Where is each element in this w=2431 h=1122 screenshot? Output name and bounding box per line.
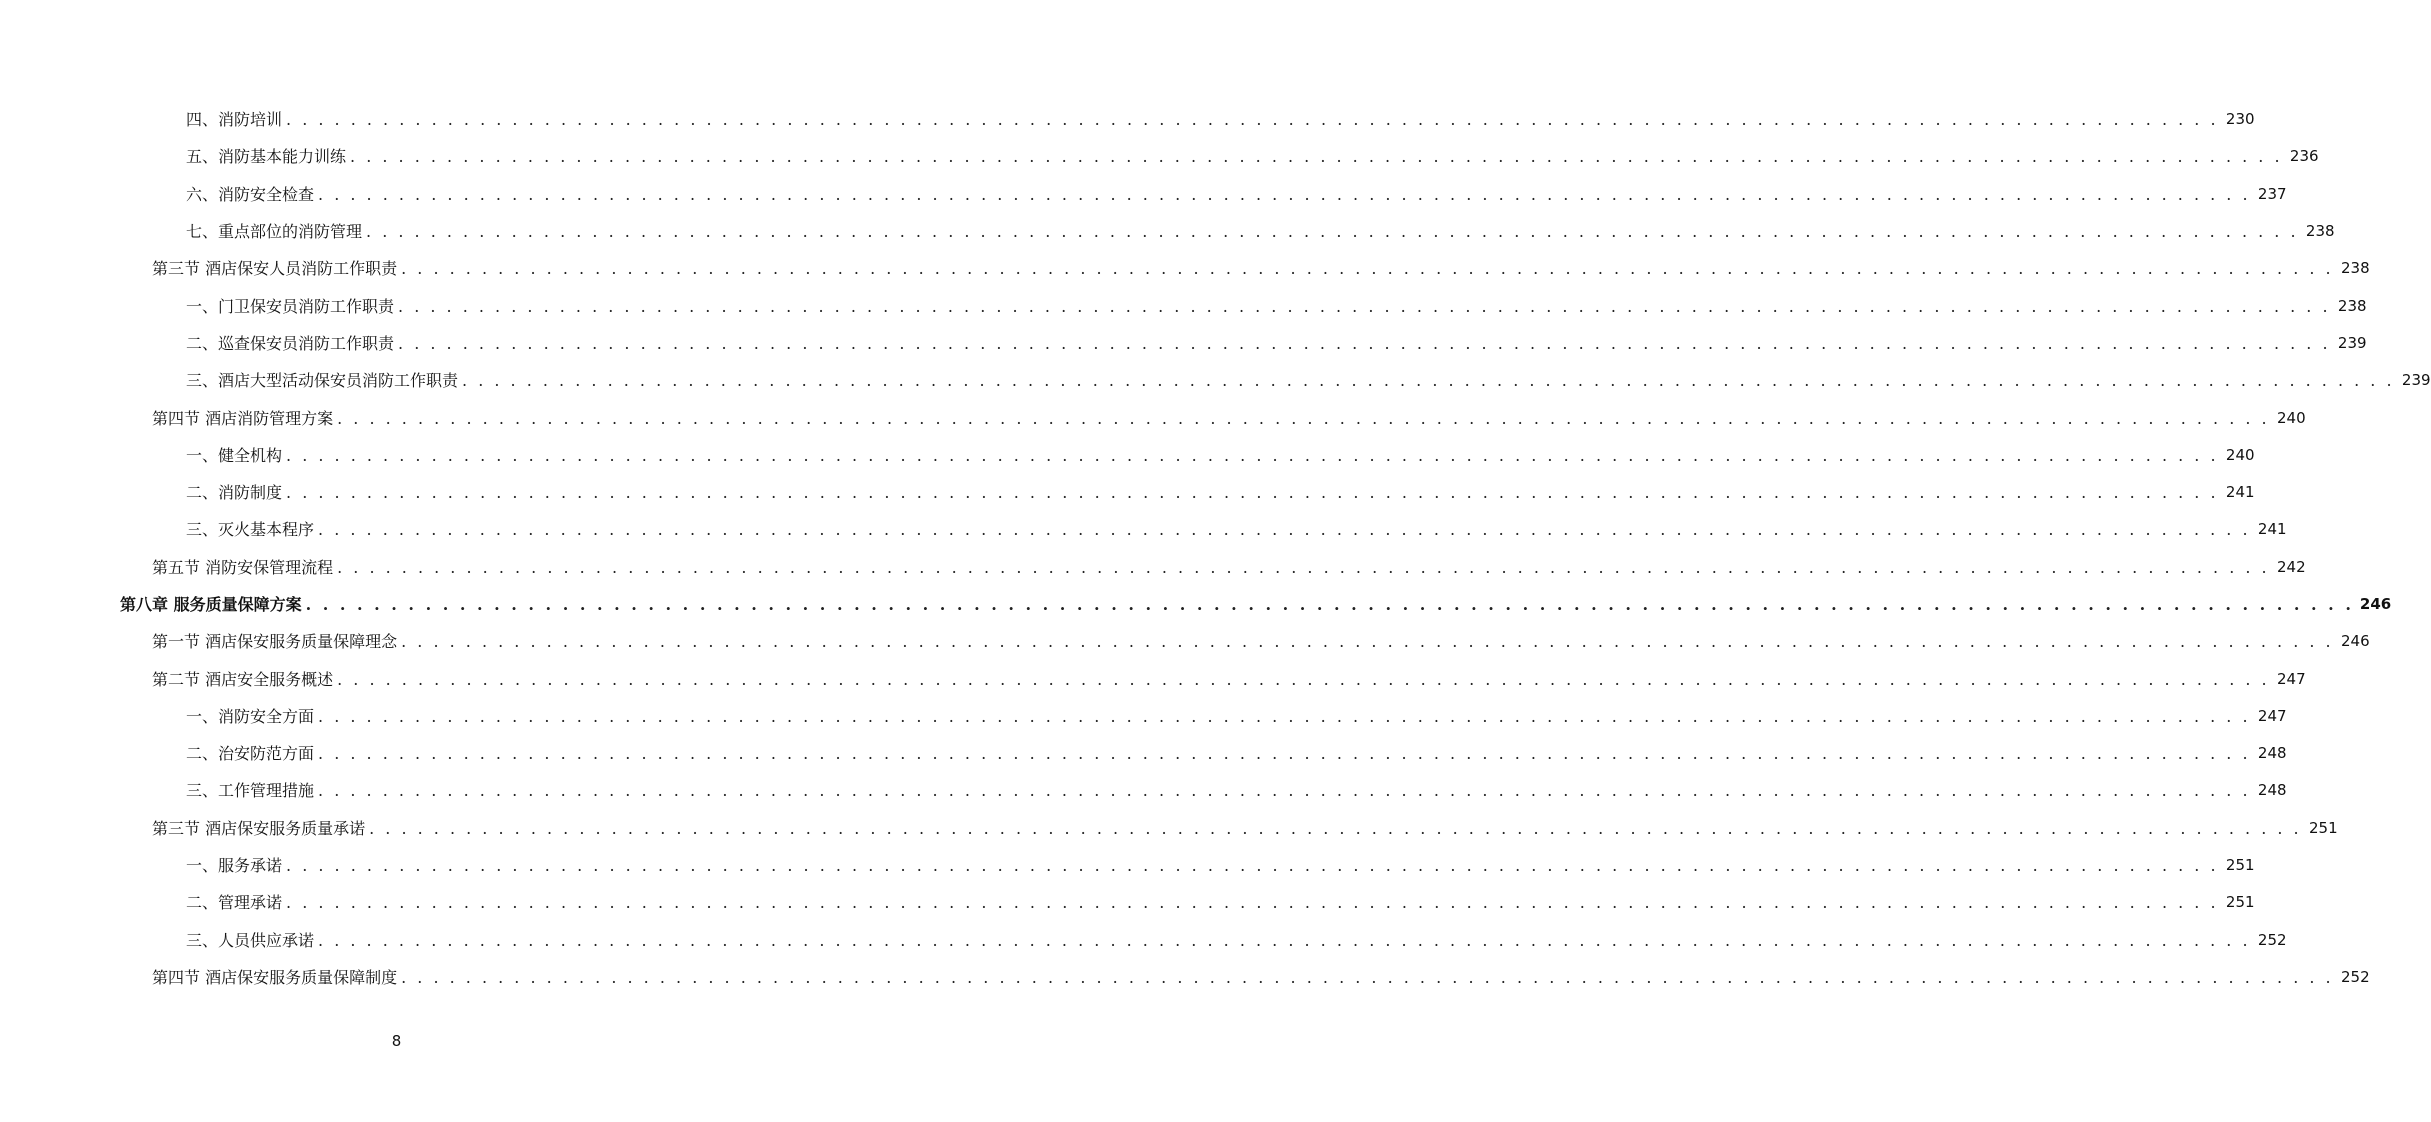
toc-entry-title: 第三节 酒店保安服务质量承诺 [152, 818, 366, 838]
toc-dot-leader: . . . . . . . . . . . . . . . . . . . . . . . . . . . . . . . . . . . . . . . . . . . . . . . . . . . . . . . . . . . . . . . . . . . . . . . . . . . . . . . . . . . . . . . . . . . . . . . . . . . . . . . . . . . . . . . . . . . . . . . . [286, 856, 2219, 876]
page-number: 8 [391, 1032, 402, 1050]
toc-subsection-entry[interactable] [0, 847, 2255, 884]
toc-entry-title: 三、灭火基本程序 [186, 520, 315, 540]
toc-section-entry[interactable] [0, 549, 2306, 586]
toc-section-entry[interactable] [0, 810, 2338, 847]
toc-entry-page: 248 [2257, 781, 2287, 800]
toc-subsection-entry[interactable] [0, 287, 2367, 324]
toc-entry-title: 二、管理承诺 [186, 893, 283, 913]
toc-chapter-entry[interactable] [0, 586, 2392, 623]
toc-entry-title: 五、消防基本能力训练 [186, 147, 347, 167]
toc-entry-title: 二、巡查保安员消防工作职责 [186, 333, 395, 353]
toc-entry-title: 三、工作管理措施 [186, 781, 315, 801]
toc-dot-leader: . . . . . . . . . . . . . . . . . . . . . . . . . . . . . . . . . . . . . . . . . . . . . . . . . . . . . . . . . . . . . . . . . . . . . . . . . . . . . . . . . . . . . . . . . . . . . . . . . . . . . . . . . . . . . . . . . . . . . . . . [286, 445, 2219, 465]
toc-entry-title: 六、消防安全检查 [186, 184, 315, 204]
toc-entry-title: 第八章 服务质量保障方案 [120, 595, 302, 614]
toc-entry-page: 236 [2289, 147, 2319, 166]
toc-entry-title: 第三节 酒店保安人员消防工作职责 [152, 259, 398, 279]
toc-section-entry[interactable] [0, 399, 2306, 436]
toc-subsection-entry[interactable] [0, 735, 2287, 772]
toc-entry-page: 251 [2309, 818, 2338, 837]
toc-subsection-entry[interactable] [0, 138, 2319, 175]
toc-entry-page: 248 [2257, 744, 2287, 763]
toc-dot-leader: . . . . . . . . . . . . . . . . . . . . . . . . . . . . . . . . . . . . . . . . . . . . . . . . . . . . . . . . . . . . . . . . . . . . . . . . . . . . . . . . . . . . . . . . . . . . . . . . . . . . . . . . . . . . . . . . . . . . . . . . [398, 296, 2331, 316]
toc-entry-page: 238 [2305, 222, 2335, 241]
toc-section-entry[interactable] [0, 250, 2370, 287]
toc-entry-page: 240 [2277, 408, 2306, 427]
toc-subsection-entry[interactable] [0, 511, 2287, 548]
toc-entry-title: 一、门卫保安员消防工作职责 [186, 296, 395, 316]
toc-section-entry[interactable] [0, 623, 2370, 660]
toc-entry-page: 238 [2337, 296, 2367, 315]
toc-dot-leader: . . . . . . . . . . . . . . . . . . . . . . . . . . . . . . . . . . . . . . . . . . . . . . . . . . . . . . . . . . . . . . . . . . . . . . . . . . . . . . . . . . . . . . . . . . . . . . . . . . . . . . . . . . . . . . . . . . . . . . . . [286, 893, 2219, 913]
toc-entry-title: 一、服务承诺 [186, 856, 283, 876]
toc-entry-page: 247 [2257, 706, 2287, 725]
toc-dot-leader: . . . . . . . . . . . . . . . . . . . . . . . . . . . . . . . . . . . . . . . . . . . . . . . . . . . . . . . . . . . . . . . . . . . . . . . . . . . . . . . . . . . . . . . . . . . . . . . . . . . . . . . . . . . . . . . . . . . . . . . . [286, 483, 2219, 503]
toc-dot-leader: . . . . . . . . . . . . . . . . . . . . . . . . . . . . . . . . . . . . . . . . . . . . . . . . . . . . . . . . . . . . . . . . . . . . . . . . . . . . . . . . . . . . . . . . . . . . . . . . . . . . . . . . . . . . . . . . . . . . . . . . [366, 222, 2299, 242]
toc-dot-leader: . . . . . . . . . . . . . . . . . . . . . . . . . . . . . . . . . . . . . . . . . . . . . . . . . . . . . . . . . . . . . . . . . . . . . . . . . . . . . . . . . . . . . . . . . . . . . . . . . . . . . . . . . . . . . . . . . . . . . . . . [369, 818, 2302, 838]
toc-entry-page: 230 [2225, 110, 2255, 129]
toc-entry-title: 二、治安防范方面 [186, 744, 315, 764]
toc-entry-title: 二、消防制度 [186, 483, 283, 503]
toc-dot-leader: . . . . . . . . . . . . . . . . . . . . . . . . . . . . . . . . . . . . . . . . . . . . . . . . . . . . . . . . . . . . . . . . . . . . . . . . . . . . . . . . . . . . . . . . . . . . . . . . . . . . . . . . . . . . . . . . . . . . . . . . [462, 371, 2395, 391]
toc-section-entry[interactable] [0, 959, 2370, 996]
toc-subsection-entry[interactable] [0, 698, 2287, 735]
table-of-contents [0, 101, 2431, 996]
toc-entry-page: 246 [2359, 595, 2392, 613]
toc-subsection-entry[interactable] [0, 362, 2431, 399]
toc-dot-leader: . . . . . . . . . . . . . . . . . . . . . . . . . . . . . . . . . . . . . . . . . . . . . . . . . . . . . . . . . . . . . . . . . . . . . . . . . . . . . . . . . . . . . . . . . . . . . . . . . . . . . . . . . . . . . . . . . . . . . . . . [318, 184, 2251, 204]
toc-entry-title: 三、人员供应承诺 [186, 930, 315, 950]
toc-subsection-entry[interactable] [0, 101, 2255, 138]
toc-entry-page: 241 [2225, 483, 2255, 502]
toc-subsection-entry[interactable] [0, 176, 2287, 213]
toc-entry-page: 252 [2257, 930, 2287, 949]
toc-dot-leader: . . . . . . . . . . . . . . . . . . . . . . . . . . . . . . . . . . . . . . . . . . . . . . . . . . . . . . . . . . . . . . . . . . . . . . . . . . . . . . . . . . . . . . . . . . . . . . . . . . . . . . . . . . . . . . . . . . . . . . . . [318, 744, 2251, 764]
toc-entry-page: 238 [2341, 259, 2370, 278]
toc-entry-title: 第四节 酒店消防管理方案 [152, 408, 334, 428]
toc-dot-leader: . . . . . . . . . . . . . . . . . . . . . . . . . . . . . . . . . . . . . . . . . . . . . . . . . . . . . . . . . . . . . . . . . . . . . . . . . . . . . . . . . . . . . . . . . . . . . . . . . . . . . . . . . . . . . . . . . . . . . . . . [401, 967, 2334, 987]
toc-dot-leader: . . . . . . . . . . . . . . . . . . . . . . . . . . . . . . . . . . . . . . . . . . . . . . . . . . . . . . . . . . . . . . . . . . . . . . . . . . . . . . . . . . . . . . . . . . . . . . . . . . . . . . . . . . . . . . . . . . . . . . . . [401, 259, 2334, 279]
toc-entry-page: 247 [2277, 669, 2306, 688]
toc-subsection-entry[interactable] [0, 325, 2367, 362]
toc-entry-title: 七、重点部位的消防管理 [186, 222, 363, 242]
toc-dot-leader: . . . . . . . . . . . . . . . . . . . . . . . . . . . . . . . . . . . . . . . . . . . . . . . . . . . . . . . . . . . . . . . . . . . . . . . . . . . . . . . . . . . . . . . . . . . . . . . . . . . . . . . . . . . . . . . . . . . . . . . . [337, 557, 2270, 577]
toc-entry-page: 240 [2225, 445, 2255, 464]
toc-dot-leader: . . . . . . . . . . . . . . . . . . . . . . . . . . . . . . . . . . . . . . . . . . . . . . . . . . . . . . . . . . . . . . . . . . . . . . . . . . . . . . . . . . . . . . . . . . . . . . . . . . . . . . . . . . . . . . . . . . . . . . . . [337, 408, 2270, 428]
toc-dot-leader: . . . . . . . . . . . . . . . . . . . . . . . . . . . . . . . . . . . . . . . . . . . . . . . . . . . . . . . . . . . . . . . . . . . . . . . . . . . . . . . . . . . . . . . . . . . . . . . . . . . . . . . . . . . . . . . . . . . . . . . . [318, 930, 2251, 950]
toc-entry-page: 241 [2257, 520, 2287, 539]
toc-entry-page: 242 [2277, 557, 2306, 576]
toc-dot-leader: . . . . . . . . . . . . . . . . . . . . . . . . . . . . . . . . . . . . . . . . . . . . . . . . . . . . . . . . . . . . . . . . . . . . . . . . . . . . . . . . . . . . . . . . . . . . . . . . . . . . . . . . . . . . . . . . . . . . . . . . [286, 110, 2219, 130]
toc-entry-title: 第四节 酒店保安服务质量保障制度 [152, 967, 398, 987]
toc-entry-page: 239 [2401, 371, 2431, 390]
toc-entry-title: 四、消防培训 [186, 110, 283, 130]
toc-entry-title: 三、酒店大型活动保安员消防工作职责 [186, 371, 459, 391]
toc-entry-title: 一、消防安全方面 [186, 706, 315, 726]
toc-dot-leader: . . . . . . . . . . . . . . . . . . . . . . . . . . . . . . . . . . . . . . . . . . . . . . . . . . . . . . . . . . . . . . . . . . . . . . . . . . . . . . . . . . . . . . . . . . . . . . . . . . . . . . . . . . . . . . . . . . . . . . . . [305, 595, 2354, 614]
toc-dot-leader: . . . . . . . . . . . . . . . . . . . . . . . . . . . . . . . . . . . . . . . . . . . . . . . . . . . . . . . . . . . . . . . . . . . . . . . . . . . . . . . . . . . . . . . . . . . . . . . . . . . . . . . . . . . . . . . . . . . . . . . . [318, 706, 2251, 726]
toc-entry-title: 一、健全机构 [186, 445, 283, 465]
toc-subsection-entry[interactable] [0, 474, 2255, 511]
toc-entry-page: 251 [2225, 893, 2255, 912]
toc-entry-page: 237 [2257, 184, 2287, 203]
toc-entry-page: 246 [2341, 632, 2370, 651]
toc-subsection-entry[interactable] [0, 884, 2255, 921]
toc-section-entry[interactable] [0, 660, 2306, 697]
toc-subsection-entry[interactable] [0, 772, 2287, 809]
toc-entry-title: 第二节 酒店安全服务概述 [152, 669, 334, 689]
toc-dot-leader: . . . . . . . . . . . . . . . . . . . . . . . . . . . . . . . . . . . . . . . . . . . . . . . . . . . . . . . . . . . . . . . . . . . . . . . . . . . . . . . . . . . . . . . . . . . . . . . . . . . . . . . . . . . . . . . . . . . . . . . . [350, 147, 2283, 167]
toc-dot-leader: . . . . . . . . . . . . . . . . . . . . . . . . . . . . . . . . . . . . . . . . . . . . . . . . . . . . . . . . . . . . . . . . . . . . . . . . . . . . . . . . . . . . . . . . . . . . . . . . . . . . . . . . . . . . . . . . . . . . . . . . [398, 333, 2331, 353]
toc-entry-title: 第五节 消防安保管理流程 [152, 557, 334, 577]
toc-dot-leader: . . . . . . . . . . . . . . . . . . . . . . . . . . . . . . . . . . . . . . . . . . . . . . . . . . . . . . . . . . . . . . . . . . . . . . . . . . . . . . . . . . . . . . . . . . . . . . . . . . . . . . . . . . . . . . . . . . . . . . . . [401, 632, 2334, 652]
toc-entry-title: 第一节 酒店保安服务质量保障理念 [152, 632, 398, 652]
toc-subsection-entry[interactable] [0, 213, 2335, 250]
toc-dot-leader: . . . . . . . . . . . . . . . . . . . . . . . . . . . . . . . . . . . . . . . . . . . . . . . . . . . . . . . . . . . . . . . . . . . . . . . . . . . . . . . . . . . . . . . . . . . . . . . . . . . . . . . . . . . . . . . . . . . . . . . . [318, 781, 2251, 801]
toc-entry-page: 251 [2225, 856, 2255, 875]
toc-dot-leader: . . . . . . . . . . . . . . . . . . . . . . . . . . . . . . . . . . . . . . . . . . . . . . . . . . . . . . . . . . . . . . . . . . . . . . . . . . . . . . . . . . . . . . . . . . . . . . . . . . . . . . . . . . . . . . . . . . . . . . . . [337, 669, 2270, 689]
toc-subsection-entry[interactable] [0, 437, 2255, 474]
toc-subsection-entry[interactable] [0, 922, 2287, 959]
toc-entry-page: 252 [2341, 967, 2370, 986]
toc-entry-page: 239 [2337, 333, 2367, 352]
toc-dot-leader: . . . . . . . . . . . . . . . . . . . . . . . . . . . . . . . . . . . . . . . . . . . . . . . . . . . . . . . . . . . . . . . . . . . . . . . . . . . . . . . . . . . . . . . . . . . . . . . . . . . . . . . . . . . . . . . . . . . . . . . . [318, 520, 2251, 540]
